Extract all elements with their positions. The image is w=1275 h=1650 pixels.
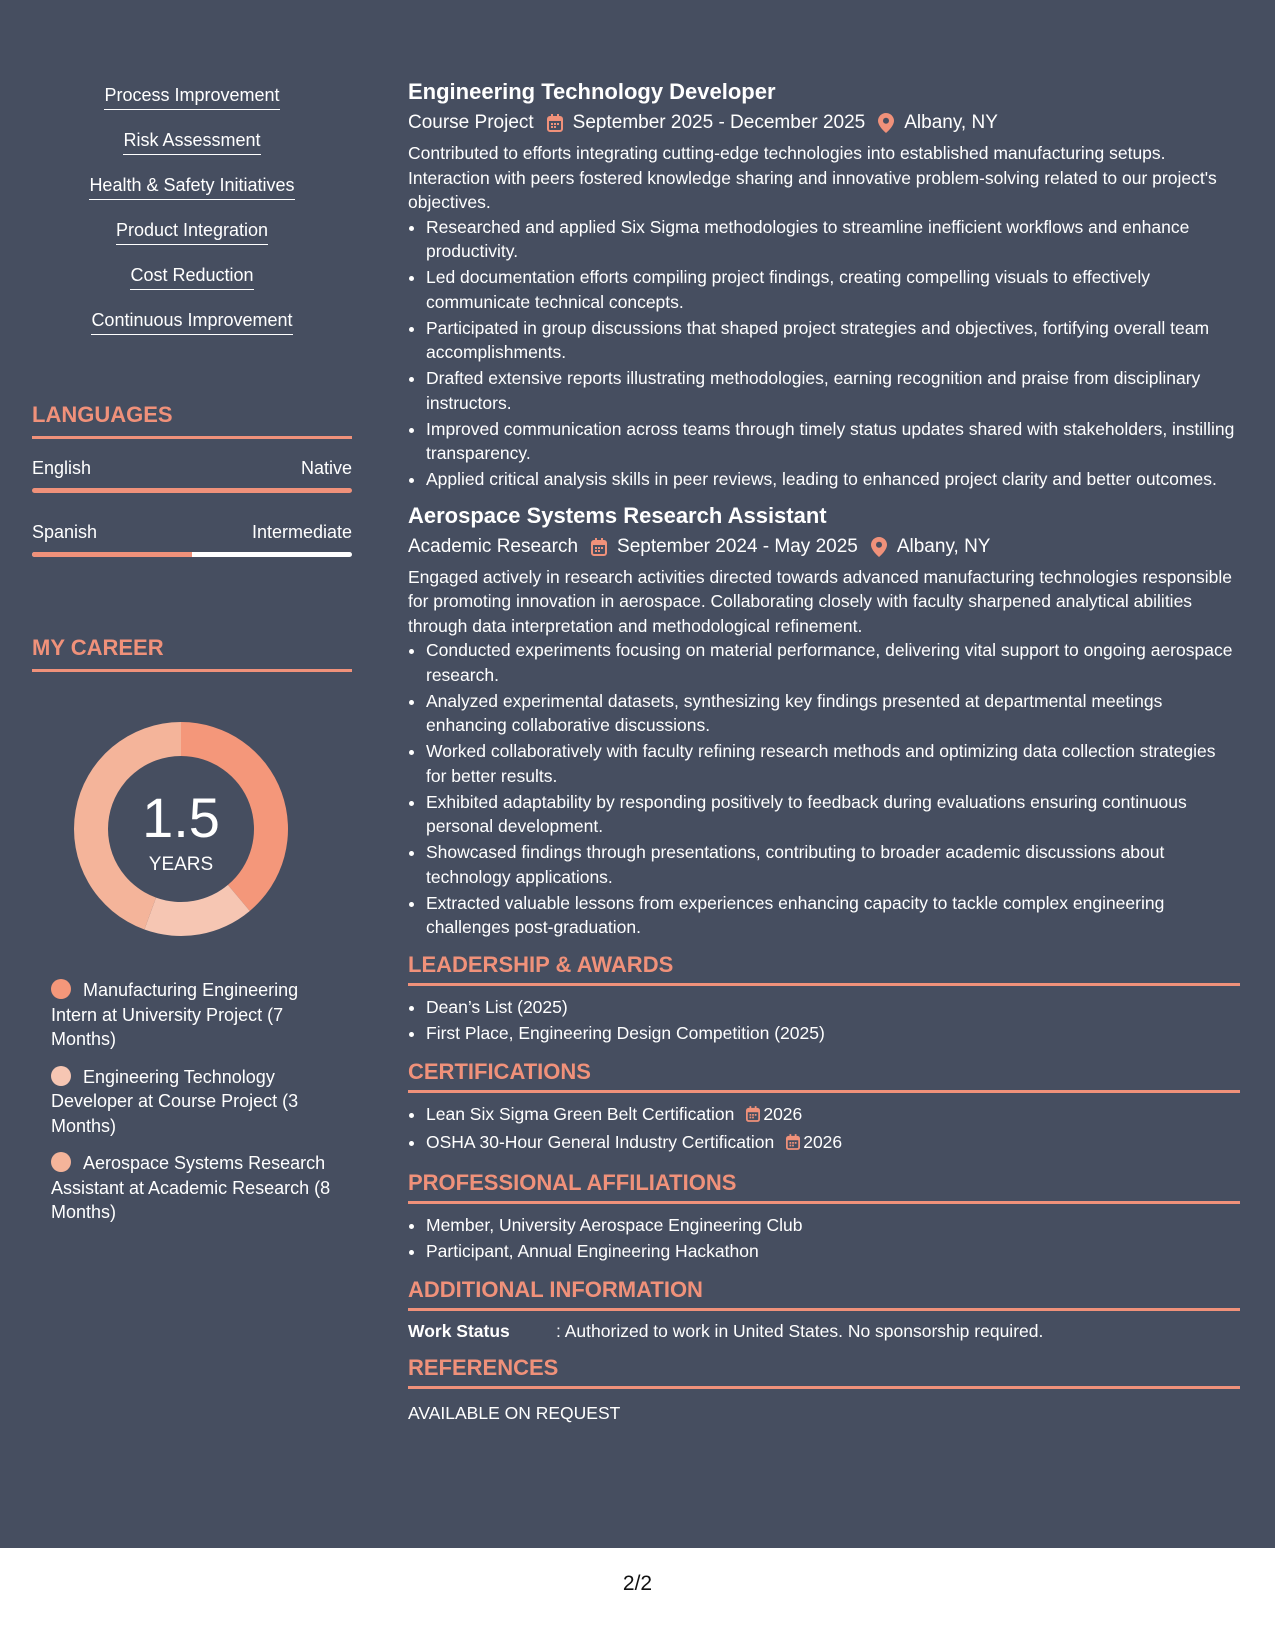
job-location: Albany, NY [904,112,998,133]
language-bar [32,552,352,557]
skill-label[interactable]: Risk Assessment [123,129,260,155]
list-item: • Member, University Aerospace Engineering Club [426,1212,1240,1239]
page-number: 2/2 [622,1572,653,1595]
career-heading: MY CAREER [32,635,352,672]
skill-label[interactable]: Product Integration [116,219,268,245]
experience-entry [408,502,1240,940]
right-column [408,78,1240,1425]
language-name: English [32,458,92,478]
language-bar-fill [32,552,192,557]
donut-segment [144,885,249,936]
job-bullet: • Worked collaboratively with faculty refining research methods and optimizing data collection strategies for better results. [426,739,1240,788]
job-bullet: • Extracted valuable lessons from experiences enhancing capacity to tackle complex engineering challenges post-graduation. [426,891,1240,940]
job-dates: September 2025 - December 2025 [572,112,866,133]
additional-info-heading: ADDITIONAL INFORMATION [408,1277,1240,1311]
job-meta [408,534,1240,560]
skill-label[interactable]: Process Improvement [104,84,279,110]
calendar-icon [591,538,607,556]
job-bullets [408,215,1240,492]
job-description: Engaged actively in research activities directed towards advanced manufacturing technologies responsible for promoting innovation in aerospace. Collaborating closely with faculty sharpened analytical abilities through data interpretation and methodological refinement. [408,566,1232,636]
language-bar-fill [32,488,352,493]
legend-label: Aerospace Systems Research Assistant at Academic Research (8 Months) [51,1153,331,1222]
language-bar [32,488,352,493]
job-title: Aerospace Systems Research Assistant [408,502,827,528]
job-organization: Academic Research [408,535,579,557]
affiliations-list [408,1212,1240,1265]
experience-entry [408,78,1240,492]
work-status-row [408,1319,1240,1343]
job-bullet: • Exhibited adaptability by responding positively to feedback during evaluations ensuring continuous personal development. [426,790,1240,839]
language-level: Intermediate [251,522,352,542]
skill-label[interactable]: Cost Reduction [130,264,253,290]
certifications-heading: CERTIFICATIONS [408,1059,1240,1093]
job-bullets [408,638,1240,940]
location-pin-icon [878,113,894,133]
skill-item [32,84,352,129]
job-meta [408,110,1240,136]
job-location: Albany, NY [896,535,991,557]
skill-label[interactable]: Health & Safety Initiatives [89,174,294,200]
career-legend [51,978,331,1225]
skill-item [32,309,352,354]
language-item [32,457,352,493]
calendar-icon [786,1131,800,1158]
list-item [426,1101,1240,1130]
list-item: • Participant, Annual Engineering Hackathon [426,1238,1240,1265]
languages-heading: LANGUAGES [32,402,352,439]
job-description: Contributed to efforts integrating cutting-edge technologies into established manufacturing setups. Interaction with peers fostered knowledge sharing and innovative problem-solving related to our project's objectives. [408,143,1217,212]
list-item: • First Place, Engineering Design Competition (2025) [426,1020,1240,1047]
leadership-list [408,994,1240,1047]
job-organization: Course Project [408,112,534,133]
skill-item [32,264,352,309]
job-bullet: • Conducted experiments focusing on material performance, delivering vital support to ongoing aerospace research. [426,638,1240,687]
language-item [32,521,352,557]
legend-dot [51,979,71,999]
career-total-unit: YEARS [148,854,214,875]
language-name: Spanish [32,522,98,542]
calendar-icon [547,114,563,132]
references-heading: REFERENCES [408,1355,1240,1389]
work-status-value: : Authorized to work in United States. No sponsorship required. [556,1320,1044,1341]
certification-year: 2026 [763,1103,803,1124]
job-bullet: • Showcased findings through presentations, contributing to broader academic discussions about technology applications. [426,840,1240,889]
list-item: • Dean’s List (2025) [426,994,1240,1021]
leadership-heading: LEADERSHIP & AWARDS [408,952,1240,986]
references-text: AVAILABLE ON REQUEST [408,1402,621,1423]
left-column [32,84,352,1238]
job-bullet: • Drafted extensive reports illustrating methodologies, earning recognition and praise from disciplinary instructors. [426,366,1240,415]
job-bullet: • Researched and applied Six Sigma methodologies to streamline inefficient workflows and enhance productivity. [426,215,1240,264]
career-total-number: 1.5 [142,786,220,849]
skills-list [32,84,352,354]
certification-name: Lean Six Sigma Green Belt Certification [426,1103,735,1124]
skill-label[interactable]: Continuous Improvement [91,309,292,335]
job-bullet: • Participated in group discussions that shaped project strategies and objectives, fortifying overall team accomplishments. [426,316,1240,365]
certification-year: 2026 [803,1132,843,1152]
certification-name: OSHA 30-Hour General Industry Certification [426,1132,775,1152]
language-level: Native [300,458,352,478]
calendar-icon [746,1103,760,1130]
legend-label: Manufacturing Engineering Intern at University Project (7 Months) [51,980,299,1049]
list-item [426,1129,1240,1158]
legend-label: Engineering Technology Developer at Course Project (3 Months) [51,1066,299,1136]
legend-item [51,1151,331,1225]
job-bullet: • Led documentation efforts compiling project findings, creating compelling visuals to effectively communicate technical concepts. [426,265,1240,314]
job-dates: September 2024 - May 2025 [617,535,858,557]
legend-item [51,978,331,1052]
job-bullet: • Improved communication across teams through timely status updates shared with stakeholders, instilling transparency. [426,417,1240,466]
affiliations-heading: PROFESSIONAL AFFILIATIONS [408,1170,1240,1204]
job-bullet: • Analyzed experimental datasets, synthesizing key findings presented at departmental meetings enhancing collaborative discussions. [426,689,1240,738]
legend-dot [51,1066,71,1086]
legend-dot [51,1152,71,1172]
legend-item [51,1065,331,1139]
location-pin-icon [871,537,887,557]
page-footer [0,1548,1275,1650]
skill-item [32,219,352,264]
job-bullet: • Applied critical analysis skills in peer reviews, leading to enhanced project clarity and better outcomes. [426,467,1240,492]
certifications-list [408,1101,1240,1158]
work-status-label: Work Status [408,1320,510,1341]
skill-item [32,174,352,219]
career-donut-chart [66,714,296,944]
skill-item [32,129,352,174]
job-title: Engineering Technology Developer [408,79,776,104]
